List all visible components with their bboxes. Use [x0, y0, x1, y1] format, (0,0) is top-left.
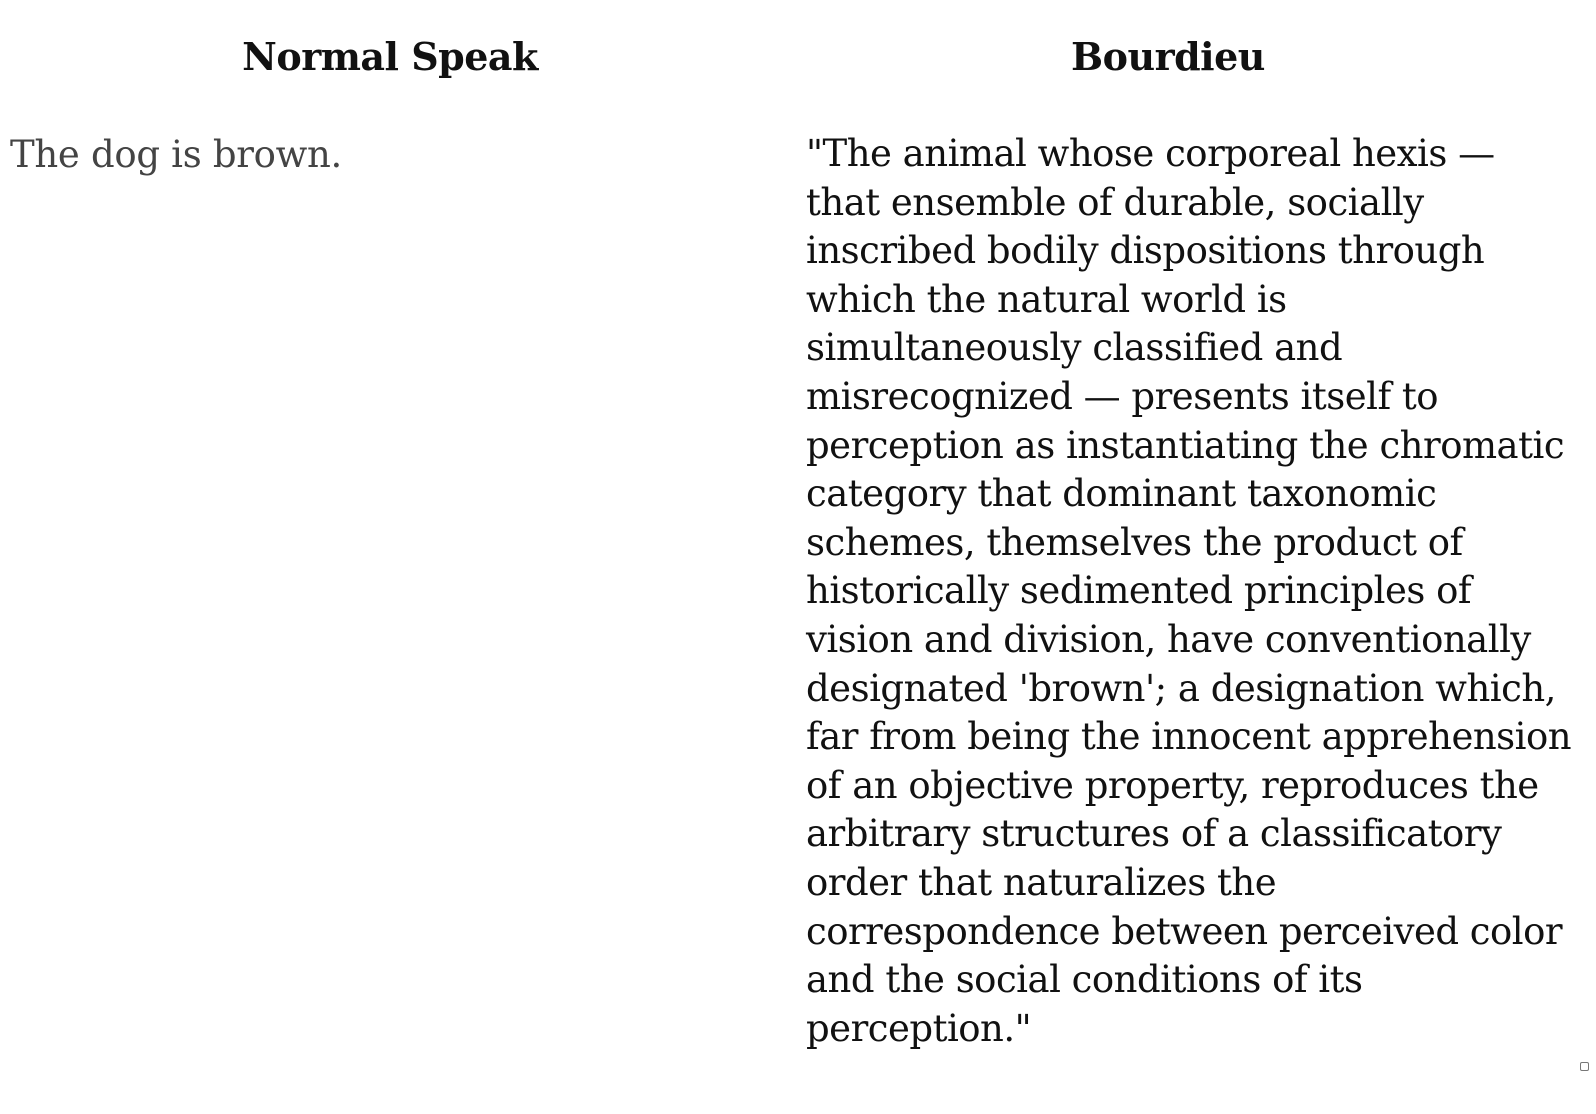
bourdieu-text-line: designated 'brown'; a designation which,: [806, 666, 1556, 710]
bourdieu-text-line: of an objective property, reproduces the: [806, 763, 1539, 807]
bourdieu-text-line: perception.": [806, 1006, 1032, 1050]
bourdieu-heading: Bourdieu: [1071, 34, 1265, 79]
bourdieu-text-line: and the social conditions of its: [806, 958, 1363, 1002]
bourdieu-text-line: schemes, themselves the product of: [806, 520, 1463, 564]
bourdieu-text-line: perception as instantiating the chromatic: [806, 423, 1565, 467]
bourdieu-text-line: correspondence between perceived color: [806, 909, 1563, 953]
normal-speak-heading: Normal Speak: [242, 34, 538, 79]
bourdieu-text-line: historically sedimented principles of: [806, 569, 1472, 613]
bourdieu-text-line: order that naturalizes the: [806, 860, 1277, 904]
normal-speak-text: The dog is brown.: [10, 133, 342, 176]
bourdieu-text-line: arbitrary structures of a classificatory: [806, 812, 1502, 856]
bourdieu-text-line: simultaneously classified and: [806, 326, 1343, 370]
resize-handle-icon[interactable]: [1580, 1062, 1589, 1071]
bourdieu-text-line: misrecognized — presents itself to: [806, 374, 1439, 418]
bourdieu-text-line: far from being the innocent apprehension: [806, 715, 1572, 759]
bourdieu-text: [806, 130, 1576, 1053]
bourdieu-text-line: inscribed bodily dispositions through: [806, 229, 1485, 273]
bourdieu-text-line: "The animal whose corporeal hexis —: [806, 132, 1495, 175]
bourdieu-text-line: which the natural world is: [806, 277, 1287, 321]
bourdieu-text-line: category that dominant taxonomic: [806, 472, 1437, 516]
bourdieu-text-line: that ensemble of durable, socially: [806, 180, 1424, 224]
bourdieu-text-line: vision and division, have conventionally: [806, 617, 1531, 661]
